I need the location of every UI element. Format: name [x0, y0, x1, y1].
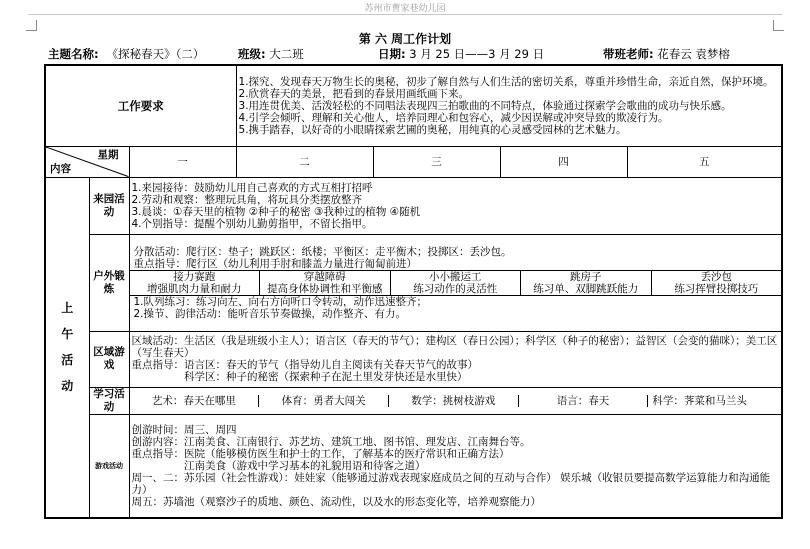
- learning-content: [129, 387, 782, 415]
- area-games-line: 重点指导：语言区：春天的节气（指导幼儿自主阅读有关春天节气的故事）: [131, 359, 478, 372]
- teacher-label: 带班老师:: [603, 47, 654, 61]
- game-name: 丢沙包: [700, 270, 733, 283]
- class-value: 大二班: [269, 47, 304, 61]
- arrival-content: [129, 177, 782, 234]
- date-label: 日期:: [378, 47, 406, 61]
- game-activity-line: 周一、二：苏乐园（社会性游戏）：娃娃家（能够通过游戏表现家庭成员之间的互动与合作） 娱乐城（收银员要提高数学运算能力和沟通能力）: [131, 472, 771, 497]
- learning-subject: 艺术：春天在哪里: [130, 395, 260, 407]
- requirement-item: 1.探究、发现春天万物生长的奥秘，初步了解自然与人们生活的密切关系，尊重并珍惜生命，亲近自然，保护环境。: [238, 76, 774, 89]
- area-games-line: 区域活动：生活区（我是班级小主人）；语言区（春天的节气）；建构区（春日公园）；科学区（种子的秘密）；益智区（会变的猫咪）；美工区（写生春天）: [131, 335, 778, 360]
- morning-label-char: 午: [61, 327, 74, 342]
- arrival-line: 2.劳动和观察：整理玩具角，将玩具分类摆放整齐: [131, 193, 363, 206]
- game-name: 小小搬运工: [429, 270, 482, 283]
- outdoor-game: [391, 271, 522, 295]
- learning-subject: 体育：勇者大闯关: [259, 395, 389, 407]
- game-activities-label: 游戏活动: [89, 415, 129, 518]
- learning-subject: 数学：挑树枝游戏: [389, 395, 519, 407]
- week-header-row: [45, 147, 782, 178]
- work-requirements-row: [45, 65, 782, 147]
- learning-label: 学习活动: [89, 387, 129, 415]
- game-goal: 提高身体协调性和平衡感: [267, 282, 383, 295]
- arrival-line: 1.来园接待：鼓励幼儿用自己喜欢的方式互相打招呼: [131, 181, 373, 194]
- theme-info: [48, 46, 204, 62]
- game-goal: 练习挥臂投掷技巧: [674, 282, 759, 295]
- day-header-1: 一: [129, 147, 236, 178]
- date-value: 3 月 25 日——3 月 29 日: [409, 47, 545, 61]
- outdoor-game: [652, 271, 782, 295]
- learning-subject: 语言：春天: [519, 395, 649, 407]
- game-goal: 练习动作的灵活性: [413, 282, 498, 295]
- work-requirements-label: 工作要求: [45, 65, 236, 147]
- outdoor-line: 2.操节、韵律活动：能听音乐节奏做操，动作整齐、有力。: [133, 307, 407, 320]
- school-name: 苏州市曹家巷幼儿园: [364, 4, 446, 14]
- game-goal: 增强肌肉力量和耐力: [147, 282, 242, 295]
- plan-title: 第 六 周工作计划: [358, 32, 452, 46]
- day-header-2: 二: [236, 147, 373, 178]
- morning-label-char: 活: [61, 353, 74, 368]
- theme-label: 主题名称:: [48, 47, 99, 61]
- outdoor-game: [130, 271, 261, 295]
- header-corner-cell: [45, 147, 129, 178]
- class-label: 班级:: [238, 47, 266, 61]
- game-activity-line: 江南美食（游戏中学习基本的礼貌用语和待客之道）: [131, 460, 426, 473]
- learning-subjects: [130, 395, 782, 407]
- header-rule: [28, 14, 782, 15]
- outdoor-row: [45, 234, 782, 331]
- date-info: [378, 46, 544, 62]
- morning-label-char: 上: [61, 301, 74, 316]
- game-name: 跳房子: [570, 270, 602, 283]
- theme-value: 《探秘春天》（二）: [106, 47, 205, 61]
- outdoor-game: [521, 271, 652, 295]
- requirement-item: 3.用连贯优美、活泼轻松的不同唱法表现四三拍歌曲的不同特点，体验通过探索学会歌曲的成功与快乐感。: [238, 100, 732, 113]
- outdoor-game: [260, 271, 391, 295]
- area-games-label: 区域游戏: [89, 331, 129, 387]
- morning-label-char: 动: [61, 379, 74, 394]
- corner-content-label: 内容: [50, 162, 71, 175]
- day-header-4: 四: [500, 147, 627, 178]
- game-name: 接力赛跑: [173, 270, 216, 283]
- outdoor-line: 1.队列练习：练习向左、向右方向听口令转动，动作迅速整齐；: [133, 295, 428, 308]
- learning-row: [45, 387, 782, 415]
- requirement-item: 4.引学会倾听、理解和关心他人，培养同理心和包容心，减少因误解或冲突导致的欺凌行为。: [238, 112, 669, 125]
- game-activity-line: 创游内容：江南美食、江南银行、苏艺坊、建筑工地、图书馆、理发店、江南舞台等。: [131, 436, 531, 449]
- area-games-row: [45, 331, 782, 387]
- morning-activities-label: [45, 177, 89, 518]
- arrival-label: 来园活动: [89, 177, 129, 234]
- game-activities-row: [45, 415, 782, 518]
- area-games-content: [129, 331, 782, 387]
- class-info: [238, 46, 304, 62]
- arrival-line: 3.晨谈：①春天里的植物 ②种子的秘密 ③我种过的植物 ④随机: [131, 205, 421, 218]
- game-goal: 练习单、双脚跳跃能力: [533, 282, 639, 295]
- area-games-line: 科学区：种子的秘密（探索种子在泥土里发芽快还是水里快）: [131, 371, 468, 384]
- outdoor-content: [129, 234, 782, 331]
- work-requirements-content: [236, 65, 782, 147]
- day-header-5: 五: [627, 147, 782, 178]
- outdoor-games-grid: [130, 270, 782, 296]
- day-header-3: 三: [373, 147, 500, 178]
- outdoor-label: 户外锻炼: [89, 234, 129, 331]
- teacher-info: [603, 46, 730, 62]
- corner-weekday-label: 星期: [97, 149, 119, 162]
- game-activity-line: 周五：苏墙池（观察沙子的质地、颜色、流动性，以及水的形态变化等，培养观察能力）: [131, 496, 541, 509]
- arrival-line: 4.个别指导：提醒个别幼儿勤剪指甲，不留长指甲。: [131, 217, 373, 230]
- outdoor-line: 分散活动：爬行区：垫子；跳跃区：纸楼；平衡区：走平衡木；投掷区：丢沙包。: [133, 245, 512, 258]
- teacher-value: 花春云 袁梦榕: [657, 47, 730, 61]
- learning-subject: 科学：荠菜和马兰头: [652, 395, 747, 408]
- requirement-item: 2.欣赏春天的美景，把看到的春景用画纸画下来。: [238, 88, 470, 101]
- weekly-plan-table: [44, 64, 783, 519]
- arrival-row: [45, 177, 782, 234]
- game-activity-line: 创游时间：周三、周四: [131, 424, 237, 437]
- game-activities-content: [129, 415, 782, 518]
- game-name: 穿越障碍: [303, 270, 346, 283]
- requirement-item: 5.携手踏春，以好奇的小眼睛探索艺圃的奥秘，用纯真的心灵感受园林的艺术魅力。: [238, 124, 627, 137]
- game-activity-line: 重点指导：医院（能够模仿医生和护士的工作，了解基本的医疗常识和正确方法）: [131, 448, 510, 461]
- outdoor-line: 重点指导：爬行区（幼儿利用手肘和膝盖力量进行匍匐前进）: [133, 257, 417, 270]
